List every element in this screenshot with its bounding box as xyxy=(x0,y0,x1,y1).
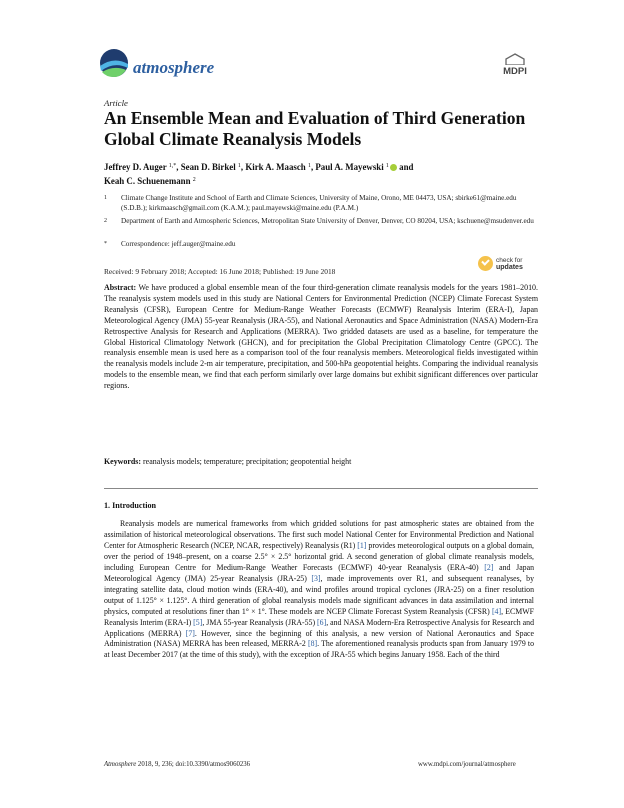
keywords-label: Keywords: xyxy=(104,457,142,466)
citation-link[interactable]: [5] xyxy=(193,617,203,627)
mdpi-logo-text: MDPI xyxy=(503,66,527,77)
intro-text: provides meteorological outputs on a global domain, over the period of 1948–present, on a coarse 2.5° × 2.5° horizontal grid. A second generation of global climate reanalysis models, including European Centre for Medium-Range Weather Forecasts (ECMWF) 40-year Reanalysis (ERA-40) xyxy=(104,540,534,572)
mdpi-logo xyxy=(495,53,535,77)
author-affiliation-mark: 1 xyxy=(237,163,241,169)
affiliation xyxy=(104,193,534,213)
article-type: Article xyxy=(104,98,128,108)
affiliation-text: Climate Change Institute and School of Earth and Climate Sciences, University of Maine, Orono, ME 04473, USA; sbirke61@maine.edu (S.D.B.); kirkmaasch@gmail.com (K.A.M.); paul.mayewski@maine.edu (P.A.M.) xyxy=(121,194,517,212)
author-list: Jeffrey D. Auger $^{1,*}$, Sean D. Birkel $^1$, Kirk A. Maasch $^1$, Paul A. Mayewski $^1$ and Keah C. Schuenemann $^2$ xyxy=(104,162,414,186)
affiliation-text: Department of Earth and Atmospheric Sciences, Metropolitan State University of Denver, Denver, CO 80204, USA; kschuene@msudenver.edu xyxy=(121,217,534,225)
abstract xyxy=(104,283,538,392)
footer-citation xyxy=(104,761,250,768)
citation-link[interactable]: [6] xyxy=(317,617,327,627)
abstract-label: Abstract: xyxy=(104,283,137,292)
paper-title: An Ensemble Mean and Evaluation of Third Generation Global Climate Reanalysis Models xyxy=(104,108,526,149)
author-name: Kirk A. Maasch xyxy=(245,162,306,172)
correspondence-text: Correspondence: jeff.auger@maine.edu xyxy=(121,240,236,248)
citation-link[interactable]: [4] xyxy=(491,606,502,616)
check-for-updates-badge[interactable] xyxy=(478,254,538,276)
intro-text: and Japan Meteorological Agency (JMA) 25-year Reanalysis (JRA-25) xyxy=(104,562,535,583)
citation-link[interactable]: [2] xyxy=(484,562,494,572)
intro-paragraph xyxy=(104,519,534,661)
affiliation xyxy=(104,216,534,226)
check-updates-line1: check for xyxy=(496,257,523,264)
journal-logo-icon xyxy=(99,48,129,78)
footer-citation-text: 2018, 9, 236; doi:10.3390/atmos9060236 xyxy=(136,761,251,768)
footer-url[interactable]: www.mdpi.com/journal/atmosphere xyxy=(418,761,516,768)
author-name: Paul A. Mayewski xyxy=(315,162,384,172)
section-divider xyxy=(104,488,538,489)
citation-link[interactable]: [8] xyxy=(308,639,318,649)
keywords-text: reanalysis models; temperature; precipitation; geopotential height xyxy=(143,457,352,466)
intro-text: , made improvements over R1, and subsequent reanalyses, by integrating satellite data, cloud motion winds (ERA-40), and wind profiles around tropical cyclones (JRA-25) on a finer resolution output of 1.125° × 1.125°. A third generation of global reanalysis models made significant advances in data assimilation and internal physics, computed at resolutions finer than 1° × 1°. These models are NCEP Climate Forecast System Reanalysis (CFSR) xyxy=(104,573,534,616)
footer-journal: Atmosphere xyxy=(104,761,137,768)
affiliation-number: * xyxy=(104,241,107,247)
author-affiliation-mark: 1 xyxy=(307,163,311,169)
orcid-icon[interactable] xyxy=(390,164,397,171)
author-name: Sean D. Birkel xyxy=(180,162,236,172)
affiliation-number: 1 xyxy=(104,195,107,201)
intro-text: . However, since the beginning of this analysis, a new version of National Aeronautics and Space Administration (NASA) MERRA has been released, MERRA-2 xyxy=(104,628,535,649)
author-name: Jeffrey D. Auger xyxy=(104,162,167,172)
mdpi-logo-icon xyxy=(495,53,535,65)
author-affiliation-mark: 1 xyxy=(385,163,389,169)
author-affiliation-mark: 2 xyxy=(192,177,196,183)
affiliation-number: 2 xyxy=(104,218,107,224)
citation-link[interactable]: [3] xyxy=(311,573,321,583)
citation-link[interactable]: [1] xyxy=(357,540,367,550)
intro-text: Reanalysis models are numerical frameworks from which gridded solutions for past atmospheric states are obtained from the assimilation of historical meteorological observations. The first such model National Center for Environmental Prediction and National Center for Atmospheric Research (NCEP, NCAR, respectively) Reanalysis (R1) xyxy=(104,519,534,550)
checkmark-icon xyxy=(478,256,493,271)
citation-link[interactable]: [7] xyxy=(185,628,195,638)
intro-text: , and NASA Modern-Era Retrospective Analysis for Research and Applications (MERRA) xyxy=(104,617,534,638)
intro-text: , ECMWF Reanalysis Interim (ERA-I) xyxy=(104,606,534,627)
author-affiliation-mark: 1,* xyxy=(168,163,177,169)
abstract-text: We have produced a global ensemble mean of the four third-generation climate reanalysis models for the years 1981–2010. The reanalysis system models used in this study are National Centers for Environmental Prediction (NCEP) Climate Forecast System Reanalysis (CFSR), European Centre for Medium-Range Weather Forecasts (ECMWF) Reanalysis Interim (ERA-I), Japan Meteorological Agency (JMA) 55-year Reanalysis (JRA-55), and National Aeronautics and Space Administration (NASA) Modern-Era Retrospective Analysis for Research and Applications (MERRA). Two gridded datasets are used as a baseline, for temperature the Global Historical Climatology Network (GHCN), and for precipitation the Global Precipitation Climatology Centre (GPCC). The reanalysis ensemble mean is used here as a comparison tool of the four reanalysis members. Meteorological fields investigated within the reanalysis models include 2-m air temperature, precipitation, and 500-hPa geopotential heights. Comparing the individual reanalysis models to the ensemble mean, we find that each perform similarly over large domains but exhibit significant differences over particular regions. xyxy=(104,283,538,391)
journal-title: atmosphere xyxy=(133,58,215,77)
correspondence xyxy=(104,239,534,249)
keywords xyxy=(104,457,538,466)
intro-text: . The aforementioned reanalysis products span from January 1979 to at least December 2017 (at the time of this study), with the exception of JRA-55 which begins January 1958. Each of the third xyxy=(104,639,534,660)
publication-dates: Received: 9 February 2018; Accepted: 16 June 2018; Published: 19 June 2018 xyxy=(104,267,336,276)
check-updates-line2: updates xyxy=(496,264,523,271)
section-heading: 1. Introduction xyxy=(104,501,157,510)
author-name: Keah C. Schuenemann xyxy=(104,176,191,186)
intro-text: , JMA 55-year Reanalysis (JRA-55) xyxy=(202,617,318,627)
